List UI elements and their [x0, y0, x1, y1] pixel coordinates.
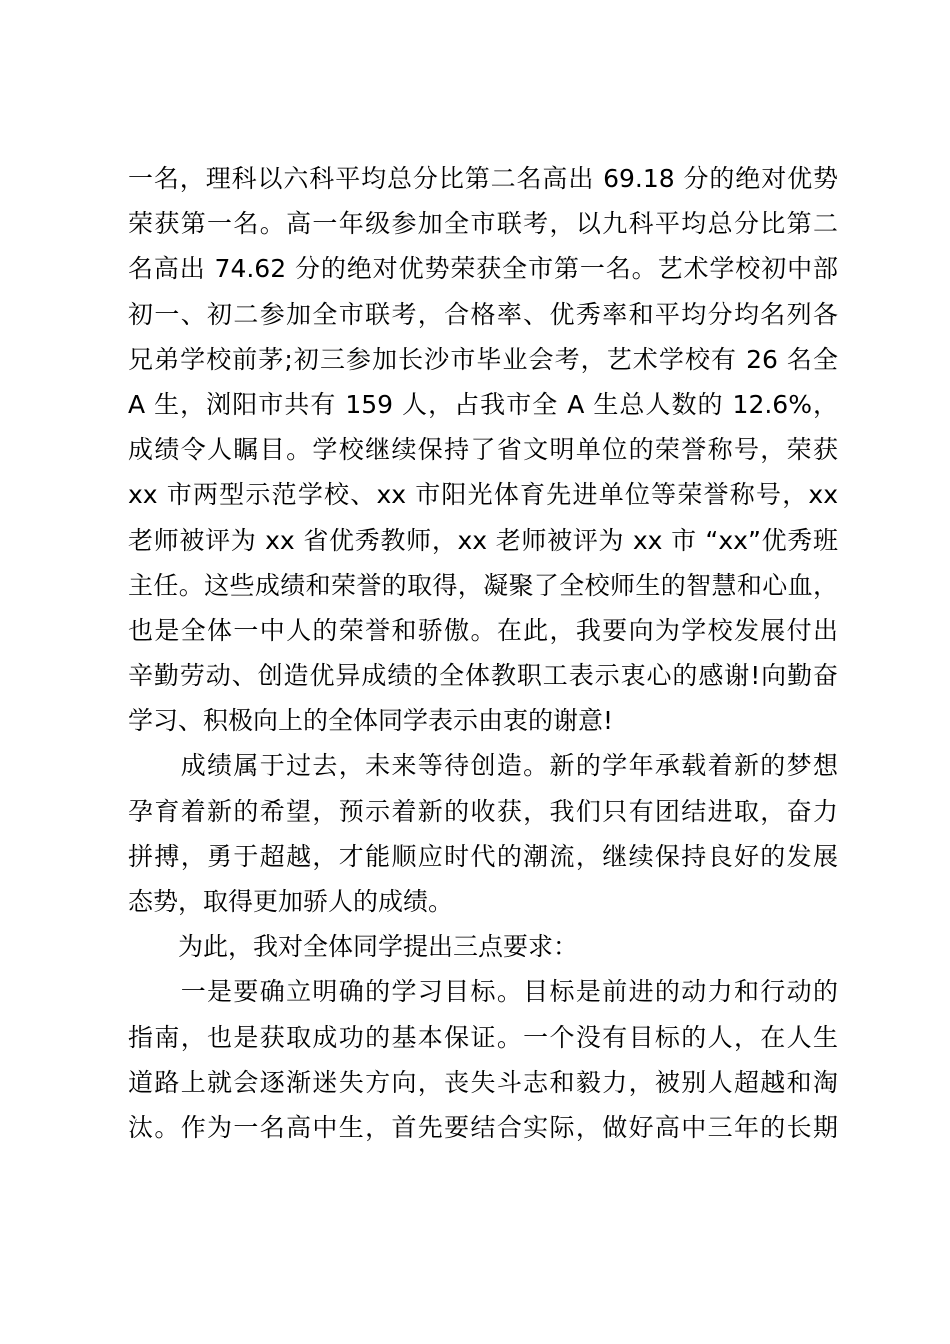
text-line: 一名，理科以六科平均总分比第二名高出 69.18 分的绝对优势	[128, 164, 838, 193]
text-line: xx 市两型示范学校、xx 市阳光体育先进单位等荣誉称号，xx	[128, 480, 838, 510]
text-line: A 生，浏阳市共有 159 人，占我市全 A 生总人数的 12.6%，	[128, 389, 838, 419]
text-line: 也是全体一中人的荣誉和骄傲。在此，我要向为学校发展付出	[128, 615, 838, 645]
text-line: 名高出 74.62 分的绝对优势荣获全市第一名。艺术学校初中部	[128, 254, 838, 284]
text-line: 成绩令人瞩目。学校继续保持了省文明单位的荣誉称号，荣获	[128, 435, 838, 465]
text-line: 拼搏，勇于超越，才能顺应时代的潮流，继续保持良好的发展	[128, 841, 838, 871]
paragraph-end-line: 为此，我对全体同学提出三点要求：	[128, 932, 579, 962]
body-text	[128, 156, 838, 1150]
text-line: 辛勤劳动、创造优异成绩的全体教职工表示衷心的感谢!向勤奋	[128, 661, 838, 691]
text-line: 老师被评为 xx 省优秀教师，xx 老师被评为 xx 市 “xx”优秀班	[128, 525, 838, 555]
text-line: 初一、初二参加全市联考，合格率、优秀率和平均分均名列各	[128, 299, 838, 329]
text-line: 成绩属于过去，未来等待创造。新的学年承载着新的梦想	[128, 751, 838, 781]
text-line: 道路上就会逐渐迷失方向，丧失斗志和毅力，被别人超越和淘	[128, 1067, 838, 1097]
paragraph-end-line: 学习、积极向上的全体同学表示由衷的谢意!	[128, 706, 614, 736]
text-line: 孕育着新的希望，预示着新的收获，我们只有团结进取，奋力	[128, 796, 838, 826]
text-line: 汰。作为一名高中生，首先要结合实际，做好高中三年的长期	[128, 1112, 838, 1142]
paragraph-end-line: 态势，取得更加骄人的成绩。	[128, 887, 454, 916]
text-line: 一是要确立明确的学习目标。目标是前进的动力和行动的	[128, 977, 838, 1007]
text-line: 荣获第一名。高一年级参加全市联考，以九科平均总分比第二	[128, 209, 838, 239]
text-line: 指南，也是获取成功的基本保证。一个没有目标的人，在人生	[128, 1022, 838, 1052]
text-line: 主任。这些成绩和荣誉的取得，凝聚了全校师生的智慧和心血，	[128, 570, 838, 600]
text-line: 兄弟学校前茅;初三参加长沙市毕业会考，艺术学校有 26 名全	[128, 344, 838, 374]
